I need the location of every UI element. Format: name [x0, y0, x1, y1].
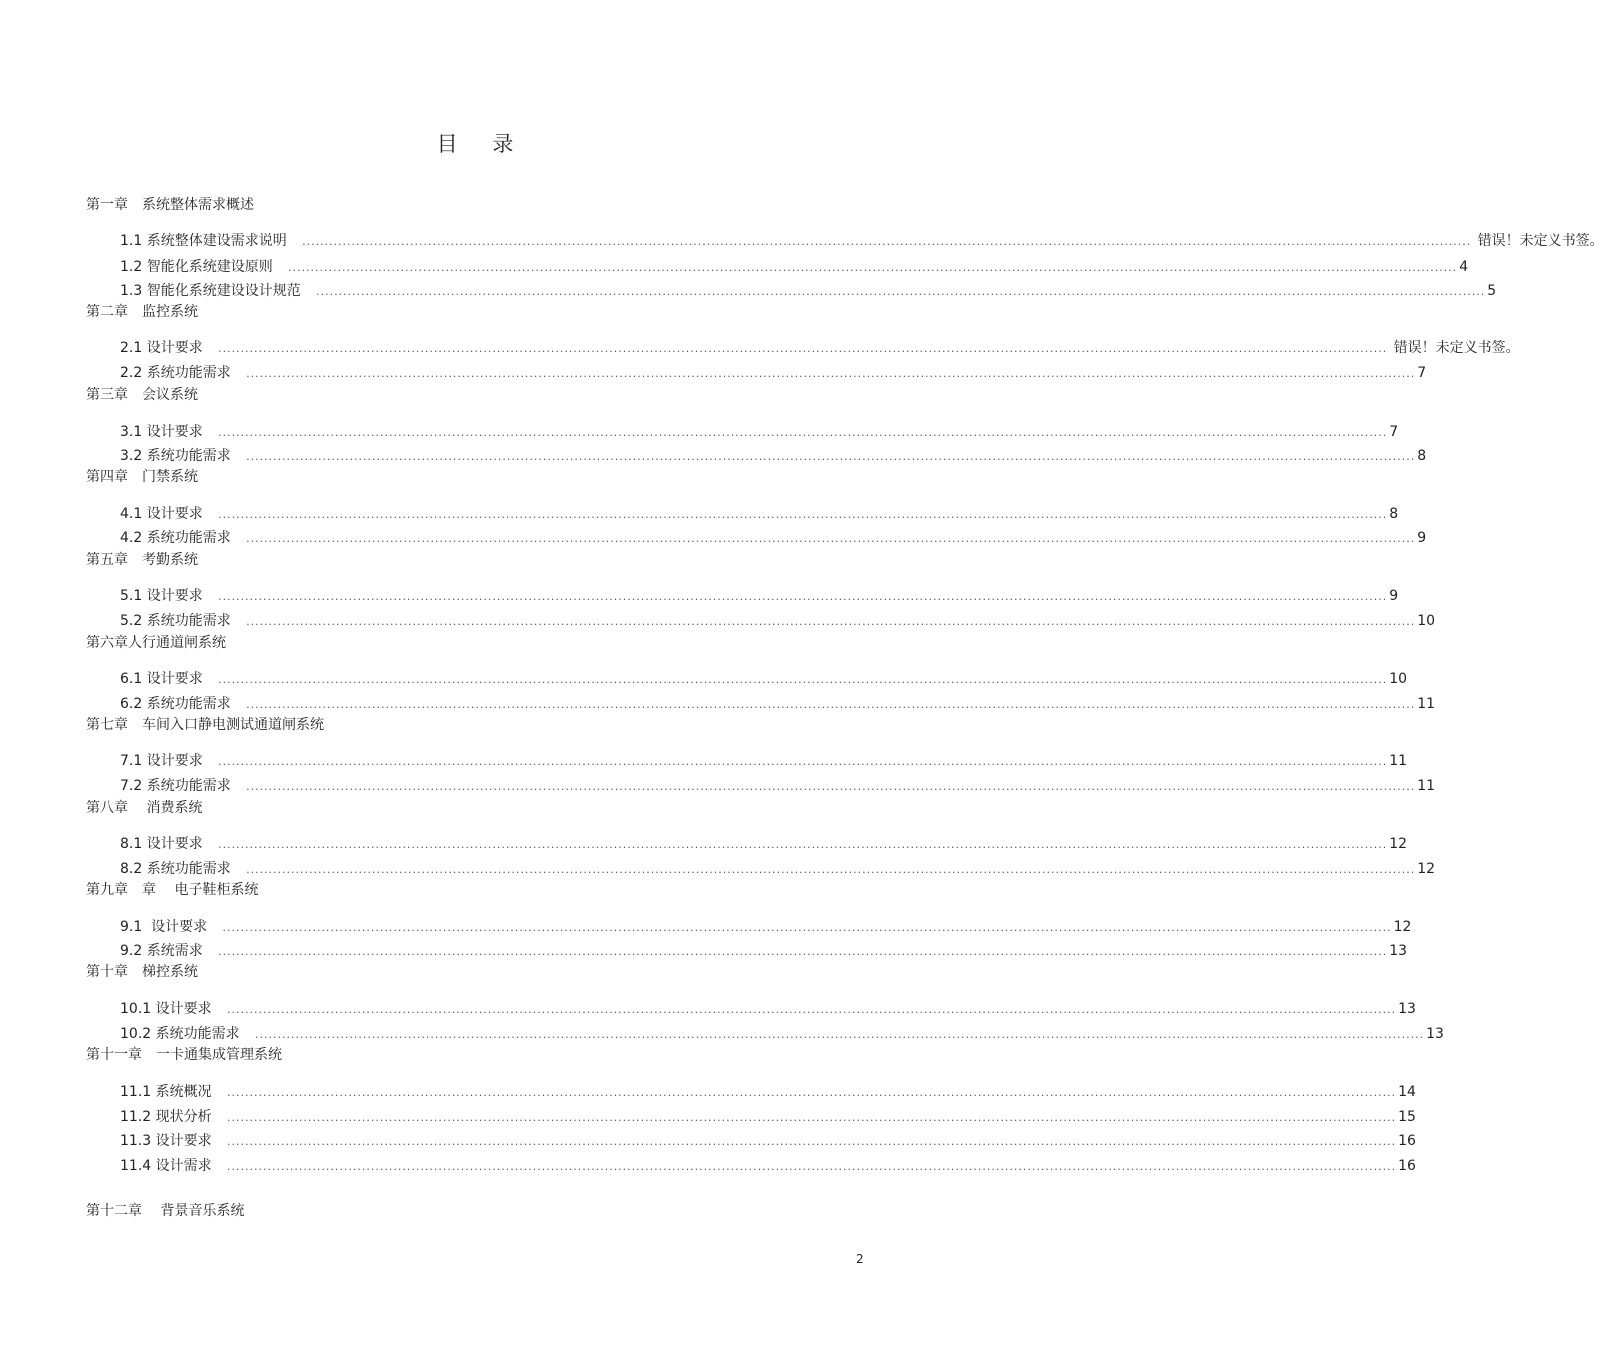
toc-entry-label: 11.1 系统概况 — [120, 1084, 225, 1100]
dot-leader: .................................................................................................................................................................................................................................................................... — [226, 1160, 1397, 1173]
toc-entry-label: 7.1 设计要求 — [120, 753, 217, 769]
toc-entry-page: 9 — [1417, 530, 1427, 546]
toc-entry[interactable] — [120, 1130, 1416, 1150]
toc-entry[interactable] — [120, 362, 1427, 382]
toc-entry-page: 12 — [1417, 861, 1436, 877]
dot-leader: .................................................................................................................................................................................................................................................................... — [218, 945, 1388, 958]
toc-entry-page: 11 — [1417, 778, 1436, 794]
toc-entry[interactable] — [120, 750, 1408, 770]
toc-entry-label: 11.2 现状分析 — [120, 1109, 225, 1125]
dot-leader: .................................................................................................................................................................................................................................................................... — [302, 235, 1472, 248]
toc-entry-label: 2.1 设计要求 — [120, 340, 217, 356]
toc-entry-label: 5.2 系统功能需求 — [120, 613, 245, 629]
toc-entry[interactable] — [120, 527, 1427, 547]
toc-entry-label: 3.2 系统功能需求 — [120, 448, 245, 464]
toc-entry-label: 6.2 系统功能需求 — [120, 696, 245, 712]
toc-entry-page: 7 — [1417, 365, 1427, 381]
toc-entry[interactable] — [120, 337, 1520, 357]
toc-entry-label: 3.1 设计要求 — [120, 424, 217, 440]
toc-entry-page: 10 — [1389, 671, 1408, 687]
toc-entry[interactable] — [120, 503, 1399, 523]
chapter-heading: 第五章 考勤系统 — [86, 552, 198, 568]
dot-leader: .................................................................................................................................................................................................................................................................... — [218, 673, 1388, 686]
toc-entry-label: 8.2 系统功能需求 — [120, 861, 245, 877]
toc-entry[interactable] — [120, 998, 1416, 1018]
dot-leader: .................................................................................................................................................................................................................................................................... — [288, 261, 1458, 274]
dot-leader: .................................................................................................................................................................................................................................................................... — [316, 285, 1486, 298]
chapter-heading: 第十二章 背景音乐系统 — [86, 1203, 245, 1219]
toc-entry-page: 13 — [1389, 943, 1408, 959]
dot-leader: .................................................................................................................................................................................................................................................................... — [218, 590, 1388, 603]
toc-entry-label: 5.1 设计要求 — [120, 588, 217, 604]
chapter-heading: 第二章 监控系统 — [86, 304, 198, 320]
toc-entry-label: 10.2 系统功能需求 — [120, 1026, 253, 1042]
toc-entry[interactable] — [120, 940, 1408, 960]
chapter-heading: 第四章 门禁系统 — [86, 469, 198, 485]
toc-entry[interactable] — [120, 256, 1469, 276]
toc-entry[interactable] — [120, 421, 1399, 441]
toc-entry[interactable] — [120, 1106, 1416, 1126]
dot-leader: .................................................................................................................................................................................................................................................................... — [218, 838, 1388, 851]
toc-entry-page: 7 — [1389, 424, 1399, 440]
toc-entry-label: 1.1 系统整体建设需求说明 — [120, 233, 301, 249]
chapter-heading: 第十一章 一卡通集成管理系统 — [86, 1047, 282, 1063]
chapter-heading: 第六章人行通道闸系统 — [86, 635, 226, 651]
toc-entry-page: 9 — [1389, 588, 1399, 604]
toc-entry-page: 4 — [1459, 259, 1469, 275]
toc-entry-page: 15 — [1398, 1109, 1416, 1125]
dot-leader: .................................................................................................................................................................................................................................................................... — [226, 1086, 1397, 1099]
toc-entry-page: 8 — [1417, 448, 1427, 464]
toc-entry-label: 11.4 设计需求 — [120, 1158, 225, 1174]
toc-entry-label: 1.3 智能化系统建设设计规范 — [120, 283, 315, 299]
toc-entry-page: 14 — [1398, 1084, 1416, 1100]
toc-entry[interactable] — [120, 1155, 1416, 1175]
toc-entry[interactable] — [120, 230, 1604, 250]
toc-entry[interactable] — [120, 1081, 1416, 1101]
toc-entry-page: 12 — [1393, 919, 1412, 935]
dot-leader: .................................................................................................................................................................................................................................................................... — [246, 532, 1416, 545]
toc-entry-label: 2.2 系统功能需求 — [120, 365, 245, 381]
dot-leader: .................................................................................................................................................................................................................................................................... — [246, 450, 1416, 463]
toc-entry-page: 13 — [1426, 1026, 1444, 1042]
toc-entry[interactable] — [120, 668, 1408, 688]
toc-entry-page: 8 — [1389, 506, 1399, 522]
toc-entry-page: 16 — [1398, 1158, 1416, 1174]
toc-entry-page: 16 — [1398, 1133, 1416, 1149]
toc-entry[interactable] — [120, 445, 1427, 465]
toc-entry-page: 11 — [1389, 753, 1408, 769]
toc-entry-label: 1.2 智能化系统建设原则 — [120, 259, 287, 275]
toc-entry-page: 13 — [1398, 1001, 1416, 1017]
toc-entry[interactable] — [120, 775, 1436, 795]
toc-entry-page: 12 — [1389, 836, 1408, 852]
toc-entry-label: 9.2 系统需求 — [120, 943, 217, 959]
dot-leader: .................................................................................................................................................................................................................................................................... — [254, 1028, 1425, 1041]
chapter-heading: 第三章 会议系统 — [86, 387, 198, 403]
toc-entry[interactable] — [120, 610, 1436, 630]
dot-leader: .................................................................................................................................................................................................................................................................... — [246, 615, 1416, 628]
dot-leader: .................................................................................................................................................................................................................................................................... — [218, 342, 1388, 355]
chapter-heading: 第一章 系统整体需求概述 — [86, 197, 254, 213]
dot-leader: .................................................................................................................................................................................................................................................................... — [246, 863, 1416, 876]
toc-entry[interactable] — [120, 833, 1408, 853]
toc-entry-label: 8.1 设计要求 — [120, 836, 217, 852]
dot-leader: .................................................................................................................................................................................................................................................................... — [226, 1135, 1397, 1148]
dot-leader: .................................................................................................................................................................................................................................................................... — [226, 1111, 1397, 1124]
toc-entry[interactable] — [120, 916, 1412, 936]
dot-leader: .................................................................................................................................................................................................................................................................... — [218, 755, 1388, 768]
chapter-heading: 第八章 消费系统 — [86, 800, 203, 816]
toc-entry-label: 9.1 设计要求 — [120, 919, 221, 935]
toc-entry-label: 4.1 设计要求 — [120, 506, 217, 522]
dot-leader: .................................................................................................................................................................................................................................................................... — [246, 367, 1416, 380]
toc-entry[interactable] — [120, 280, 1497, 300]
dot-leader: .................................................................................................................................................................................................................................................................... — [246, 780, 1416, 793]
chapter-heading: 第十章 梯控系统 — [86, 964, 198, 980]
toc-entry-page: 5 — [1487, 283, 1497, 299]
toc-entry-page: 错误！未定义书签。 — [1389, 340, 1520, 356]
toc-entry[interactable] — [120, 693, 1436, 713]
dot-leader: .................................................................................................................................................................................................................................................................... — [222, 921, 1392, 934]
page-number: 2 — [856, 1252, 864, 1266]
toc-entry[interactable] — [120, 585, 1399, 605]
dot-leader: .................................................................................................................................................................................................................................................................... — [218, 426, 1388, 439]
toc-entry-page: 11 — [1417, 696, 1436, 712]
toc-entry-label: 10.1 设计要求 — [120, 1001, 225, 1017]
toc-entry-page: 错误！未定义书签。 — [1473, 233, 1604, 249]
chapter-heading: 第九章 章 电子鞋柜系统 — [86, 882, 259, 898]
toc-entry[interactable] — [120, 1023, 1444, 1043]
toc-entry-label: 11.3 设计要求 — [120, 1133, 225, 1149]
toc-entry-label: 6.1 设计要求 — [120, 671, 217, 687]
dot-leader: .................................................................................................................................................................................................................................................................... — [226, 1003, 1397, 1016]
toc-entry-label: 7.2 系统功能需求 — [120, 778, 245, 794]
toc-title: 目 录 — [436, 132, 528, 156]
toc-entry-page: 10 — [1417, 613, 1436, 629]
toc-entry-label: 4.2 系统功能需求 — [120, 530, 245, 546]
chapter-heading: 第七章 车间入口静电测试通道闸系统 — [86, 717, 324, 733]
dot-leader: .................................................................................................................................................................................................................................................................... — [246, 698, 1416, 711]
toc-entry[interactable] — [120, 858, 1436, 878]
dot-leader: .................................................................................................................................................................................................................................................................... — [218, 508, 1388, 521]
